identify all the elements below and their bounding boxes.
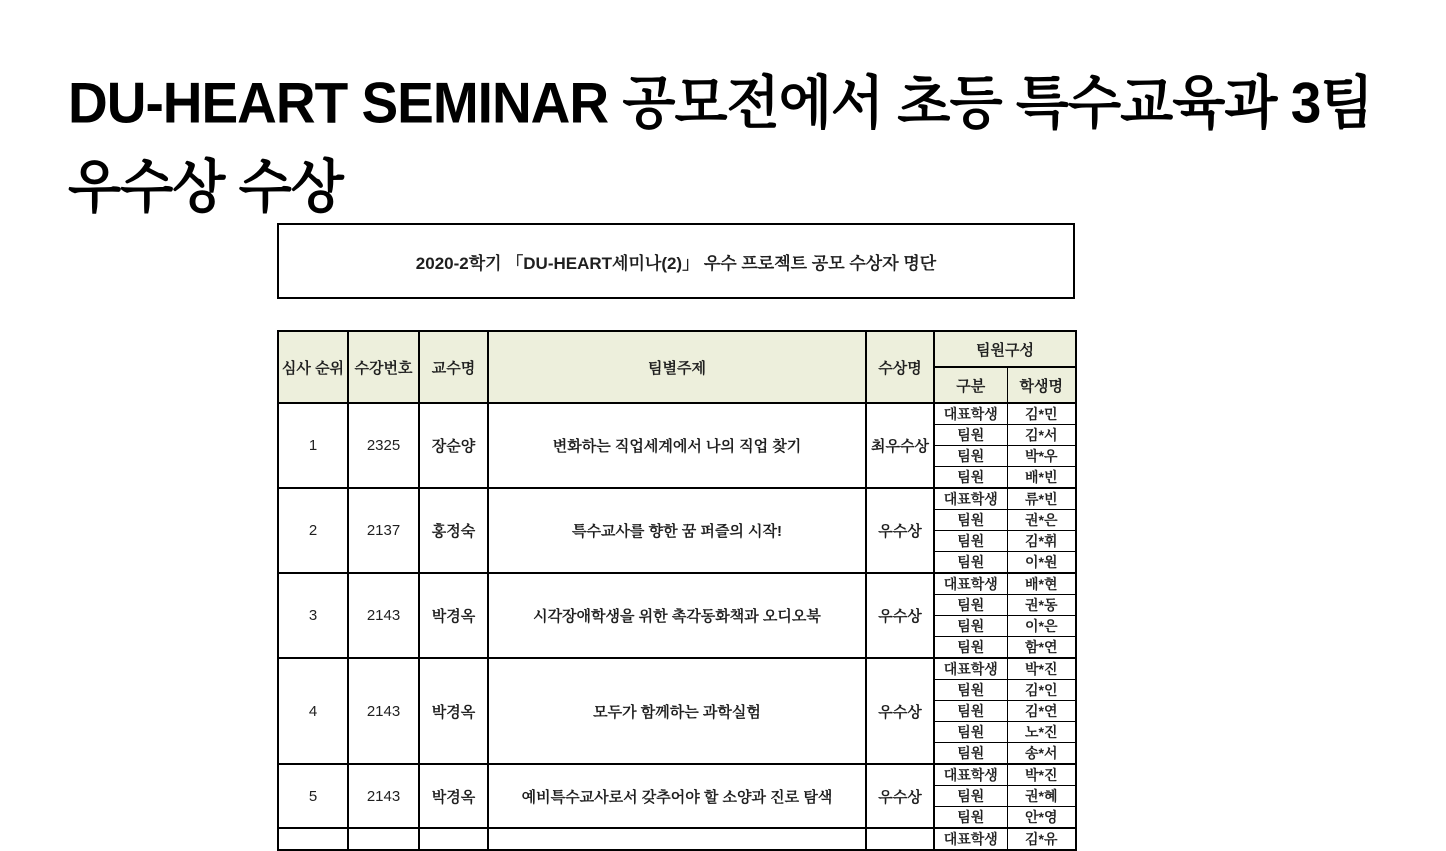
column-header-professor: 교수명: [419, 331, 488, 403]
cell-topic: 특수교사를 향한 꿈 퍼즐의 시작!: [488, 488, 866, 573]
cell-course-no: 2143: [348, 658, 419, 764]
cell-topic: 변화하는 직업세계에서 나의 직업 찾기: [488, 403, 866, 488]
cell-member-name: 송*서: [1007, 743, 1076, 765]
cell-course-no: 2143: [348, 573, 419, 658]
cell-topic: 모두가 함께하는 과학실험: [488, 658, 866, 764]
cell-course-no: [348, 828, 419, 850]
cell-rank: 5: [278, 764, 348, 828]
cell-member-name: 이*원: [1007, 552, 1076, 574]
cell-member-name: 류*빈: [1007, 488, 1076, 510]
cell-member-role: 팀원: [934, 701, 1007, 722]
cell-member-role: 팀원: [934, 446, 1007, 467]
table-row: [278, 658, 1076, 680]
cell-member-name: 김*서: [1007, 425, 1076, 446]
column-header-student: 학생명: [1007, 367, 1076, 403]
cell-member-role: 팀원: [934, 722, 1007, 743]
cell-member-role: 대표학생: [934, 573, 1007, 595]
cell-member-role: 팀원: [934, 595, 1007, 616]
cell-member-role: 팀원: [934, 680, 1007, 701]
table-row: [278, 764, 1076, 786]
cell-member-name: 권*혜: [1007, 786, 1076, 807]
cell-professor: 홍정숙: [419, 488, 488, 573]
cell-professor: 박경옥: [419, 658, 488, 764]
cell-member-role: 팀원: [934, 531, 1007, 552]
cell-course-no: 2137: [348, 488, 419, 573]
cell-member-role: 팀원: [934, 552, 1007, 574]
column-header-team-composition: 팀원구성: [934, 331, 1076, 367]
cell-rank: [278, 828, 348, 850]
cell-course-no: 2143: [348, 764, 419, 828]
cell-topic: 예비특수교사로서 갖추어야 할 소양과 진로 탐색: [488, 764, 866, 828]
cell-member-name: 박*진: [1007, 764, 1076, 786]
cell-rank: 2: [278, 488, 348, 573]
cell-professor: 박경옥: [419, 764, 488, 828]
column-header-rank: 심사 순위: [278, 331, 348, 403]
cell-member-role: 대표학생: [934, 828, 1007, 850]
cell-member-name: 이*은: [1007, 616, 1076, 637]
cell-award: 우수상: [866, 658, 934, 764]
cell-topic: [488, 828, 866, 850]
page-title: [68, 61, 1418, 229]
cell-member-name: 권*동: [1007, 595, 1076, 616]
cell-member-name: 함*연: [1007, 637, 1076, 659]
winners-table-header: [278, 331, 1076, 403]
cell-member-role: 팀원: [934, 807, 1007, 829]
cell-member-name: 안*영: [1007, 807, 1076, 829]
cell-member-role: 대표학생: [934, 658, 1007, 680]
page-title-line-1: DU-HEART SEMINAR 공모전에서 초등 특수교육과 3팀: [68, 70, 1373, 135]
cell-member-name: 배*현: [1007, 573, 1076, 595]
table-caption-box: [277, 223, 1075, 299]
cell-rank: 1: [278, 403, 348, 488]
table-row: [278, 573, 1076, 595]
cell-award: 우수상: [866, 573, 934, 658]
cell-member-role: 팀원: [934, 510, 1007, 531]
cell-member-role: 대표학생: [934, 403, 1007, 425]
cell-rank: 3: [278, 573, 348, 658]
table-row: [278, 403, 1076, 425]
cell-member-role: 대표학생: [934, 764, 1007, 786]
cell-member-role: 대표학생: [934, 488, 1007, 510]
page-title-line-2: 우수상 수상: [68, 154, 343, 219]
cell-award: 우수상: [866, 764, 934, 828]
column-header-award: 수상명: [866, 331, 934, 403]
cell-award: 최우수상: [866, 403, 934, 488]
column-header-role: 구분: [934, 367, 1007, 403]
cell-member-role: 팀원: [934, 467, 1007, 489]
cell-rank: 4: [278, 658, 348, 764]
cell-member-name: 김*유: [1007, 828, 1076, 850]
cell-member-role: 팀원: [934, 786, 1007, 807]
cell-topic: 시각장애학생을 위한 촉각동화책과 오디오북: [488, 573, 866, 658]
cell-member-name: 박*진: [1007, 658, 1076, 680]
cell-member-name: 노*진: [1007, 722, 1076, 743]
cell-member-name: 배*빈: [1007, 467, 1076, 489]
column-header-topic: 팀별주제: [488, 331, 866, 403]
cell-member-name: 김*민: [1007, 403, 1076, 425]
table-row: [278, 488, 1076, 510]
cell-member-role: 팀원: [934, 425, 1007, 446]
cell-professor: 박경옥: [419, 573, 488, 658]
table-row: [278, 828, 1076, 850]
column-header-course-no: 수강번호: [348, 331, 419, 403]
cell-member-name: 권*은: [1007, 510, 1076, 531]
cell-member-name: 김*연: [1007, 701, 1076, 722]
cell-award: 우수상: [866, 488, 934, 573]
cell-member-role: 팀원: [934, 616, 1007, 637]
cell-member-name: 박*우: [1007, 446, 1076, 467]
cell-professor: [419, 828, 488, 850]
cell-member-role: 팀원: [934, 637, 1007, 659]
cell-award: [866, 828, 934, 850]
table-caption: 2020-2학기 「DU-HEART세미나(2)」 우수 프로젝트 공모 수상자 명단: [415, 253, 937, 273]
cell-course-no: 2325: [348, 403, 419, 488]
cell-professor: 장순양: [419, 403, 488, 488]
winners-table-body: [278, 403, 1076, 850]
cell-member-role: 팀원: [934, 743, 1007, 765]
cell-member-name: 김*인: [1007, 680, 1076, 701]
winners-table: [277, 330, 1077, 851]
cell-member-name: 김*휘: [1007, 531, 1076, 552]
